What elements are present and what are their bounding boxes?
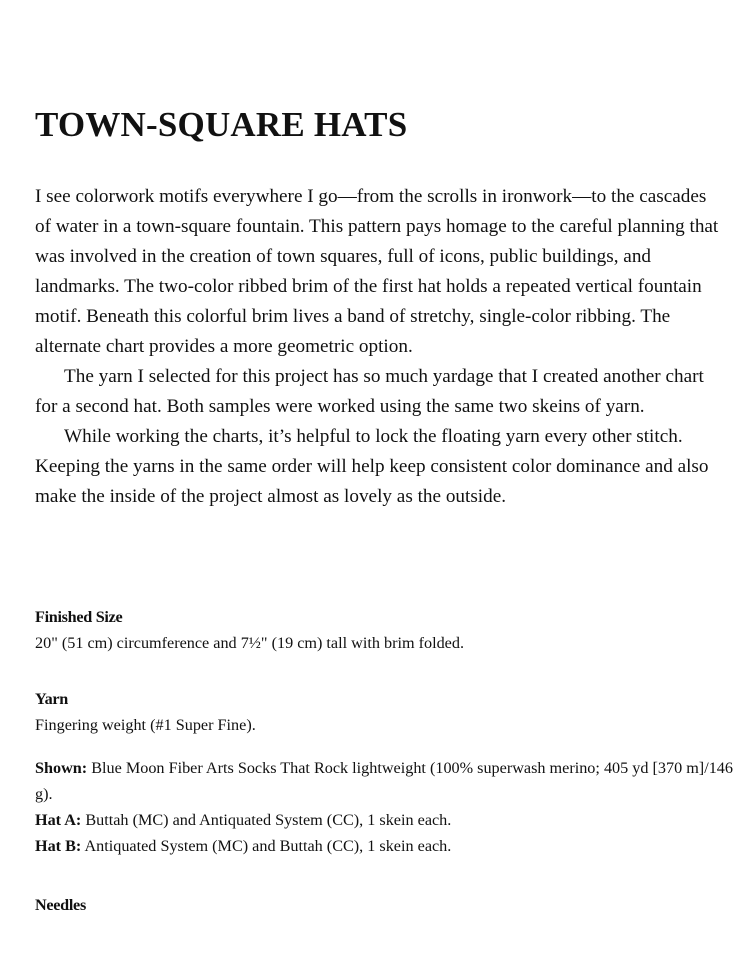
hat-b-text: Antiquated System (MC) and Buttah (CC), 1 skein each. bbox=[84, 837, 452, 855]
hat-a-line bbox=[35, 807, 735, 833]
intro-paragraph-3: While working the charts, it’s helpful to lock the floating yarn every other stitch. Keeping the yarns in the same order will help keep consistent color dominance and also make the inside of the project almost as lovely as the outside. bbox=[35, 426, 709, 507]
needles-section bbox=[35, 892, 735, 918]
yarn-section bbox=[35, 686, 735, 738]
intro-paragraph-1: I see colorwork motifs everywhere I go—from the scrolls in ironwork—to the cascades of water in a town-square fountain. This pattern pays homage to the careful planning that was involved in the creation of town squares, full of icons, public buildings, and landmarks. The two-color ribbed brim of the first hat holds a repeated vertical fountain motif. Beneath this colorful brim lives a band of stretchy, single-color ribbing. The alternate chart provides a more geometric option. bbox=[35, 186, 719, 357]
yarn-shown-line bbox=[35, 755, 735, 807]
yarn-heading: Yarn bbox=[35, 690, 68, 708]
finished-size-heading: Finished Size bbox=[35, 608, 123, 626]
intro-paragraph-2: The yarn I selected for this project has so much yardage that I created another chart for a second hat. Both samples were worked using the same two skeins of yarn. bbox=[35, 366, 704, 417]
finished-size-section bbox=[35, 604, 735, 656]
page-title: TOWN-SQUARE HATS bbox=[35, 105, 408, 144]
hat-b-label: Hat B: bbox=[35, 837, 82, 855]
hat-b-line bbox=[35, 833, 735, 859]
finished-size-text: 20" (51 cm) circumference and 7½" (19 cm) tall with brim folded. bbox=[35, 634, 465, 652]
needles-heading: Needles bbox=[35, 896, 86, 914]
yarn-details-section bbox=[35, 755, 735, 859]
hat-a-label: Hat A: bbox=[35, 811, 82, 829]
intro-text bbox=[35, 182, 725, 512]
yarn-weight-text: Fingering weight (#1 Super Fine). bbox=[35, 716, 256, 734]
yarn-shown-label: Shown: bbox=[35, 759, 88, 777]
yarn-shown-text: Blue Moon Fiber Arts Socks That Rock lightweight (100% superwash merino; 405 yd [370 m]/146 g). bbox=[35, 759, 733, 803]
hat-a-text: Buttah (MC) and Antiquated System (CC), 1 skein each. bbox=[85, 811, 452, 829]
